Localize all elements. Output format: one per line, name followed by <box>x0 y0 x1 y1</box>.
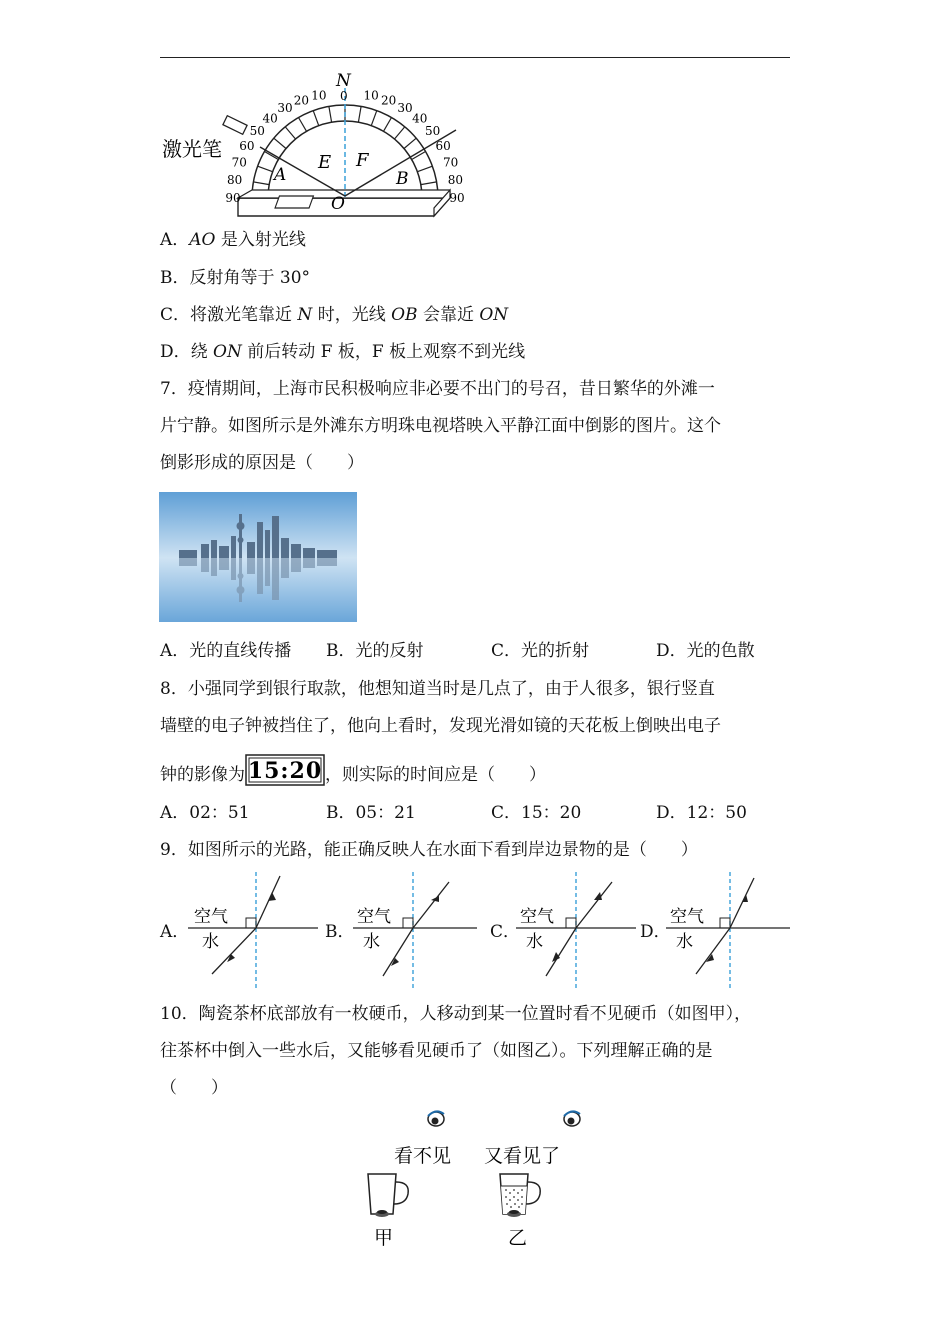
q9-stem: 9．如图所示的光路，能正确反映人在水面下看到岸边景物的是（ ） <box>160 840 698 860</box>
protractor-tick <box>258 166 273 172</box>
air-label: 空气 <box>194 907 228 927</box>
q6-option-b: B．反射角等于 30° <box>160 268 311 288</box>
q8-option-d: D．12：50 <box>656 803 747 823</box>
scale-label-left: 40 <box>262 111 278 126</box>
q7-option-d: D．光的色散 <box>656 641 755 661</box>
label-jia: 甲 <box>374 1227 394 1249</box>
q7-option-c: C．光的折射 <box>491 641 590 661</box>
scale-label-right: 70 <box>443 155 459 170</box>
q10-stem-line3: （ ） <box>160 1078 228 1098</box>
mirrored-clock <box>245 754 325 793</box>
laser-pen <box>223 116 247 135</box>
air-label: 空气 <box>520 907 554 927</box>
label-zero: 0 <box>340 89 348 103</box>
label-yi: 乙 <box>508 1227 528 1249</box>
q8-stem-line2: 墙壁的电子钟被挡住了，他向上看时，发现光滑如镜的天花板上倒映出电子 <box>160 716 721 736</box>
scale-label-right: 10 <box>363 88 379 103</box>
protractor-tick <box>395 127 405 139</box>
q10-stem-line2: 往茶杯中倒入一些水后，又能够看见硬币了（如图乙）。下列理解正确的是 <box>160 1041 713 1061</box>
cup-jia <box>368 1174 408 1217</box>
water-label: 水 <box>202 932 219 952</box>
protractor-tick <box>313 111 319 126</box>
protractor-figure <box>150 68 470 228</box>
q10-stem-line1: 10．陶瓷茶杯底部放有一枚硬币，人移动到某一位置时看不见硬币（如图甲）， <box>160 1004 752 1024</box>
scale-label-right: 20 <box>380 93 397 108</box>
scale-label-left: 10 <box>311 88 327 103</box>
q6-option-c: C．将激光笔靠近 N 时，光线 OB 会靠近 ON <box>160 305 509 325</box>
scale-label-right: 60 <box>435 139 451 153</box>
q7-option-b: B．光的反射 <box>326 641 424 661</box>
clock-digits: 15:20 <box>247 758 323 784</box>
label-A: A <box>274 165 287 185</box>
protractor-tick <box>404 138 416 148</box>
q9-letter-a: A． <box>160 922 190 942</box>
air-label: 空气 <box>357 907 391 927</box>
eye-icon <box>564 1111 580 1126</box>
scale-label-left: 30 <box>277 100 293 115</box>
q8-option-c: C．15：20 <box>491 803 582 823</box>
scale-label-right: 80 <box>447 172 464 187</box>
label-B: B <box>396 169 409 189</box>
q7-stem-line2: 片宁静。如图所示是外滩东方明珠电视塔映入平静江面中倒影的图片。这个 <box>160 416 721 436</box>
protractor-tick <box>358 106 361 122</box>
scale-label-left: 20 <box>293 93 310 108</box>
q7-stem-line3: 倒影形成的原因是（ ） <box>160 453 364 473</box>
label-F: F <box>356 150 369 171</box>
scale-label-right: 30 <box>397 100 413 115</box>
q8-stem-line1: 8．小强同学到银行取款，他想知道当时是几点了，由于人很多，银行竖直 <box>160 679 715 699</box>
cup-yi <box>500 1174 540 1217</box>
laser-label: 激光笔 <box>162 137 222 161</box>
scale-label-left: 50 <box>249 124 265 139</box>
q6-option-a: A．AO 是入射光线 <box>160 230 306 250</box>
cant-see-label: 看不见 <box>394 1145 452 1167</box>
scale-label-right: 40 <box>412 111 428 126</box>
q8-option-a: A．02：51 <box>160 803 250 823</box>
label-E: E <box>318 152 332 173</box>
protractor-tick <box>274 138 286 148</box>
protractor-tick <box>421 182 437 185</box>
q6-option-d: D．绕 ON 前后转动 F 板，F 板上观察不到光线 <box>160 342 526 362</box>
q9-letter-c: C． <box>490 922 521 942</box>
water-label: 水 <box>526 932 543 952</box>
protractor-tick <box>299 118 307 132</box>
protractor-tick <box>253 182 269 185</box>
label-N: N <box>336 71 351 91</box>
scale-label-left: 80 <box>226 172 243 187</box>
scale-label-right: 90 <box>449 191 465 205</box>
scale-label-right: 50 <box>425 124 441 139</box>
protractor-tick <box>329 106 332 122</box>
can-see-label: 又看见了 <box>484 1145 561 1167</box>
protractor-tick <box>265 152 279 160</box>
scale-label-left: 90 <box>225 191 241 205</box>
q9-diagram-d <box>666 870 792 990</box>
protractor-tick <box>417 166 432 172</box>
water-label: 水 <box>363 932 380 952</box>
q9-diagram-b <box>353 870 483 990</box>
protractor-tick <box>384 118 392 132</box>
top-rule <box>160 57 790 58</box>
q9-diagram-c <box>516 870 641 990</box>
label-O: O <box>331 194 345 214</box>
scale-label-left: 70 <box>231 155 247 170</box>
q9-diagram-a <box>188 870 323 990</box>
q7-option-a: A．光的直线传播 <box>160 641 292 661</box>
protractor-tick <box>285 127 295 139</box>
water-label: 水 <box>676 932 693 952</box>
eye-icon <box>428 1111 444 1126</box>
q8-option-b: B．05：21 <box>326 803 416 823</box>
air-label: 空气 <box>670 907 704 927</box>
q9-letter-b: B． <box>325 922 355 942</box>
bund-reflection-photo <box>159 492 357 622</box>
protractor-tick <box>371 111 377 126</box>
q7-stem-line1: 7．疫情期间，上海市民积极响应非必要不出门的号召，昔日繁华的外滩一 <box>160 379 715 399</box>
scale-label-left: 60 <box>239 139 255 153</box>
q8-stem-line3: 钟的影像为 15:20 ，则实际的时间应是（ ） <box>160 756 546 795</box>
q9-letter-d: D． <box>640 922 671 942</box>
q10-cups-figure <box>350 1102 610 1252</box>
